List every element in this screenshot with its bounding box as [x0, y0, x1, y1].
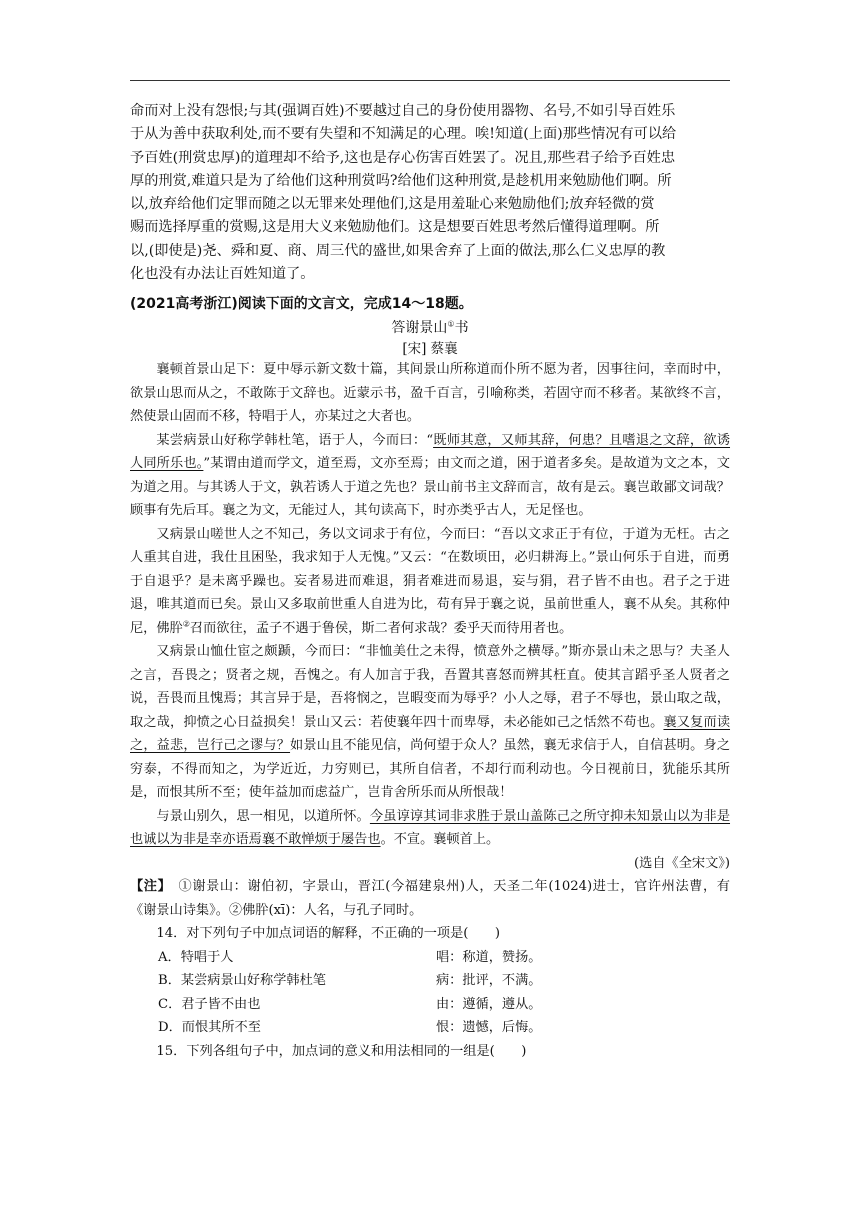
paragraph-text: ”某谓由道而学文，道至焉，文亦至焉；由文而之道，困于道者多矣。是故道为文之本，文为道之用。与其诱人于文，孰若诱人于道之先也？景山前书主文辞而言，故有是云。襄岂敢鄙文词哉？顾事有先后耳。襄之为文，无能过人，其句读高下，时亦类乎古人，无足怪也。	[130, 456, 730, 518]
paragraph-text: 又病景山嗟世人之不知己，务以文词求于有位，今而曰：“吾以文求正于有位，于道为无枉。古之人重其自进，我仕且困坠，我求知于人无愧。”又云：“在数顷田，必归耕海上。”景山何乐于自进，而勇于自退乎？是未离乎躁也。妄者易进而难退，狷者难进而易退，妄与狷，君子皆不由也。君子之于进退，唯其道而已矣。景山又多取前世重人自进为比，苟有异于襄之说，虽前世重人，襄不从矣。其称仲尼，佛肸	[130, 526, 730, 636]
source-citation: (选自《全宋文》)	[633, 855, 730, 871]
footnote-marker: ②	[182, 619, 190, 629]
essay-title-text: 答谢景山	[391, 320, 448, 336]
essay-paragraph	[130, 358, 730, 429]
option-sentence: A．特唱于人	[158, 949, 234, 965]
essay-title	[130, 318, 730, 338]
translation-line: 予百姓(刑赏忠厚)的道理却不给予,这也是存心伤害百姓罢了。况且,那些君子给予百姓忠	[130, 149, 676, 166]
option-sentence: D．而恨其所不至	[158, 1020, 261, 1035]
translation-paragraph	[130, 100, 730, 286]
option-b	[130, 969, 730, 993]
option-explanation: 病：批评，不满。	[436, 973, 542, 988]
translation-line: 以,(即使是)尧、舜和夏、商、周三代的盛世,如果舍弃了上面的做法,那么仁义忠厚的教	[130, 242, 666, 259]
essay-paragraph	[130, 523, 730, 641]
footnote	[130, 875, 730, 922]
essay-title-tail: 书	[454, 320, 469, 336]
question-14: 14．对下列句子中加点词语的解释，不正确的一项是( )	[156, 926, 500, 941]
essay-paragraph	[130, 429, 730, 523]
option-c	[130, 993, 730, 1017]
translation-line: 命而对上没有怨恨;与其(强调百姓)不要越过自己的身份使用器物、名号,不如引导百姓乐	[130, 103, 676, 119]
header-rule	[130, 80, 730, 81]
option-explanation: 由：遵循，遵从。	[436, 996, 542, 1012]
option-sentence: B．某尝病景山好称学韩杜笔	[158, 973, 326, 988]
translation-line: 厚的刑赏,难道只是为了给他们这种刑赏吗?给他们这种刑赏,是趁机用来勉励他们啊。所	[130, 172, 672, 189]
paragraph-text: 与景山别久，思一相见，以道所怀。	[156, 808, 370, 824]
translation-line: 赐而选择厚重的赏赐,这是用大义来勉励他们。这是想要百姓思考然后懂得道理啊。所	[130, 219, 660, 236]
note-text: ①谢景山：谢伯初，字景山，晋江(今福建泉州)人，天圣二年(1024)进士，官许州法曹，有《谢景山诗集》。②佛肸(xī)：人名，与孔子同时。	[130, 879, 730, 918]
translation-line: 化也没有办法让百姓知道了。	[130, 266, 315, 283]
essay-paragraph	[130, 805, 730, 852]
paragraph-text: 某尝病景山好称学韩杜笔，语于人，今而曰：“	[156, 432, 434, 448]
option-explanation: 恨：遗憾，后悔。	[436, 1020, 542, 1035]
question-15: 15．下列各组句子中，加点词的意义和用法相同的一组是( )	[156, 1043, 527, 1059]
essay-paragraph	[130, 640, 730, 805]
question-header: (2021高考浙江)阅读下面的文言文，完成14～18题。	[130, 296, 473, 312]
paragraph-text: 。不宣。襄顿首上。	[380, 832, 500, 847]
translation-line: 以,放弃给他们定罪而随之以无罪来处理他们,这是用羞耻心来勉励他们;放弃轻微的赏	[130, 196, 655, 213]
paragraph-text: 如景山且不能见信，尚何望于众人？虽然，襄无求信于人，自信甚明。身之穷泰，不得而知之，为学近近，力穷则已，其所自信者，不却行而利动也。今日视前日，犹能乐其所是，而恨其所不至；使年益加而虑益广，岂肯舍所乐而从所恨哉！	[130, 738, 731, 800]
paragraph-text: 襄顿首景山足下：夏中辱示新文数十篇，其间景山所称道而仆所不愿为者，因事往问，幸而时中，欲景山思而从之，不敢陈于文辞也。近蒙示书，盈千百言，引喻称类，若固守而不移者。某欲终不言，然使景山固而不移，特唱于人，亦某过之大者也。	[130, 362, 730, 424]
option-d	[130, 1016, 730, 1040]
option-a	[130, 946, 730, 970]
footnote-marker: ①	[447, 319, 455, 329]
option-sentence: C．君子皆不由也	[158, 996, 261, 1012]
essay-author: [宋] 蔡襄	[402, 341, 458, 357]
note-label: 【注】	[130, 879, 165, 894]
essay-body	[130, 358, 730, 1063]
underlined-sentence: 既师其意，又师其辞，何患？且嗜退之文辞，欲诱人同所乐也。	[130, 432, 731, 471]
underlined-sentence: 襄又复而读之，益悲，岂行己之谬与？	[130, 714, 731, 753]
underlined-sentence: 今虽谆谆其词非求胜于景山盖陈己之所守抑未知景山以为非是也诚以为非是幸亦语焉襄不敢惮烦于屡告也	[130, 808, 731, 847]
translation-line: 于从为善中获取利处,而不要有失望和不知满足的心理。唉!知道(上面)那些情况有可以给	[130, 126, 677, 143]
paragraph-text: 召而欲往，孟子不遇于鲁侯，斯二者何求哉？委乎天而待用者也。	[189, 620, 573, 636]
paragraph-text: 又病景山恤仕宦之颇踬，今而曰：“非恤美仕之未得，愤意外之横辱。”斯亦景山未之思与？夫圣人之言，吾畏之；贤者之规，吾愧之。有人加言于我，吾置其喜怒而辨其枉直。使其言蹈乎圣人贤者之说，吾畏而且愧焉；其言异于是，吾将悯之，岂暇变而为辱乎？小人之辱，君子不辱也，景山取之哉，取之哉，抑愤之心日益损矣！景山又云：若使襄年四十而卑辱，未必能如己之恬然不苟也。	[130, 644, 730, 730]
option-explanation: 唱：称道，赞扬。	[436, 949, 542, 965]
